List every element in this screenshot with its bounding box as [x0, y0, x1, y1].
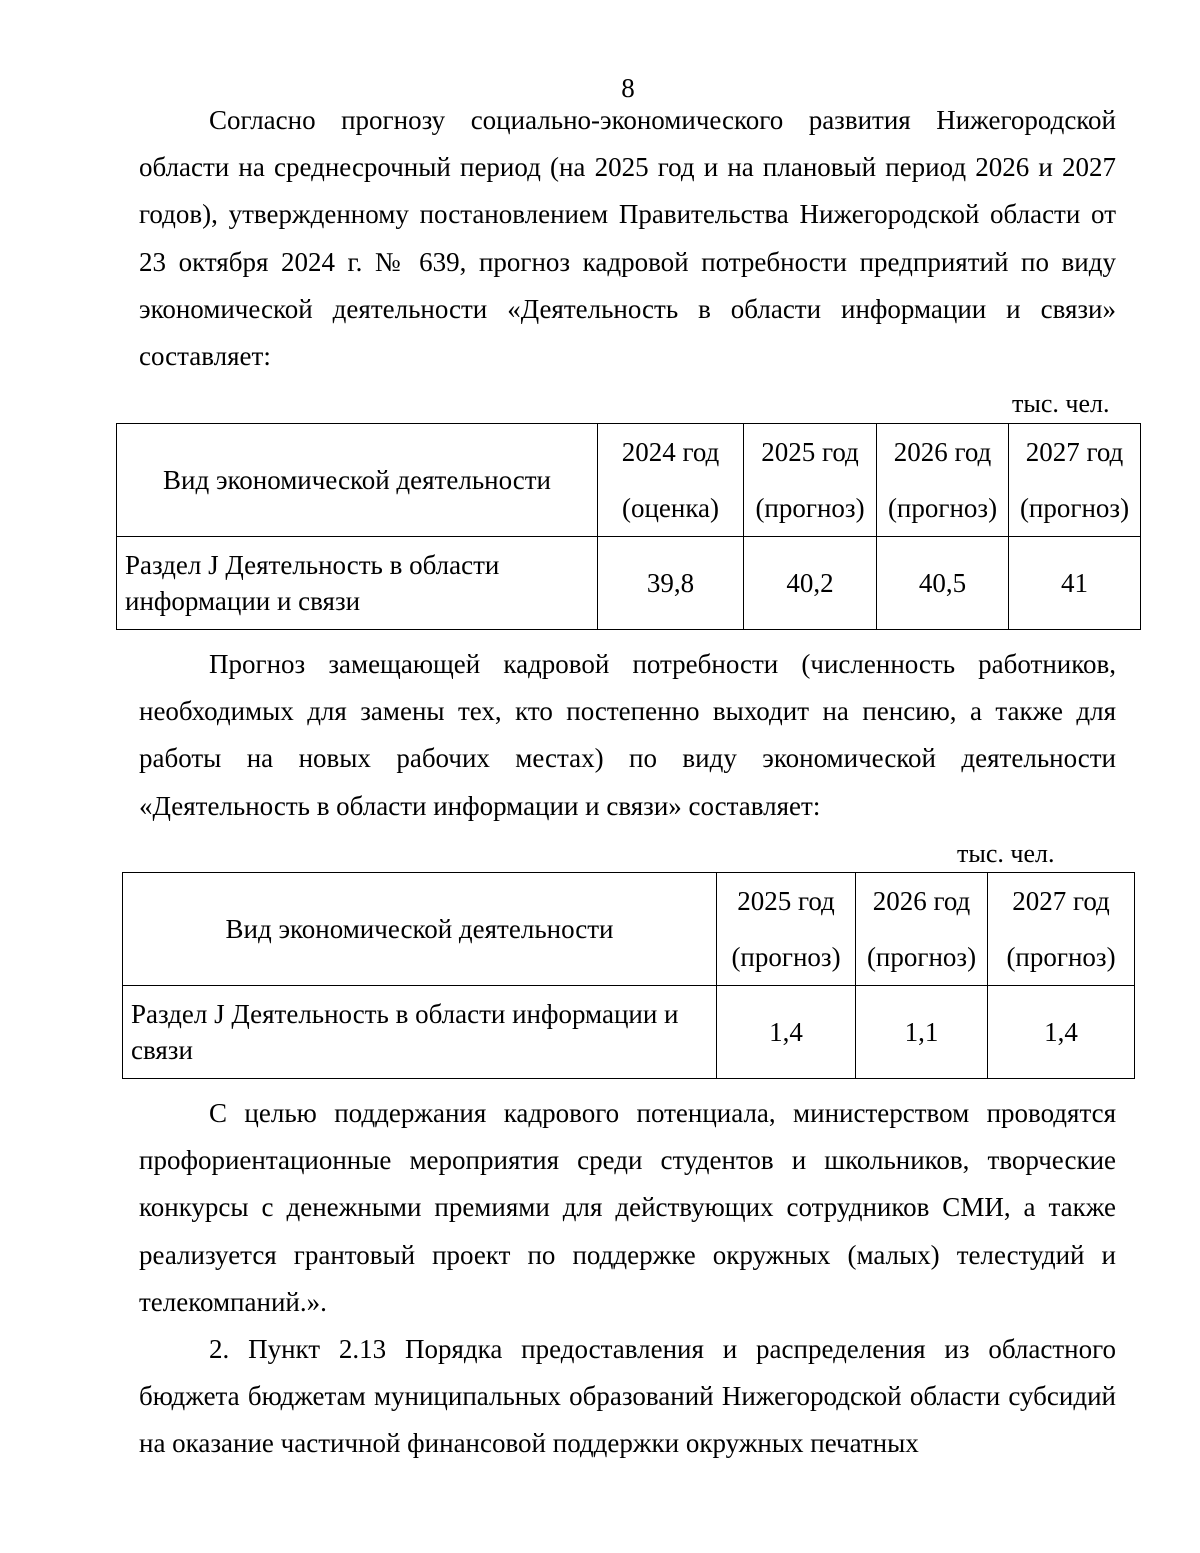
- column-note: (прогноз): [1006, 942, 1116, 972]
- paragraph-replacement-forecast: Прогноз замещающей кадровой потребности (численность работников, необходимых для замены тех, кто постепенно выходит на пенсию, а также для работы на новых рабочих местах) по виду экономической деятельности «Деятельность в области информации и связи» составляет:: [139, 649, 1116, 821]
- page-number: 8: [621, 73, 635, 103]
- column-note: (прогноз): [731, 942, 841, 972]
- column-year: 2026 год: [893, 437, 992, 467]
- column-note: (прогноз): [887, 493, 998, 523]
- staffing-needs-table: [116, 423, 1141, 630]
- column-header-2026: [856, 873, 988, 986]
- column-note: (оценка): [621, 493, 720, 523]
- column-header-activity: Вид экономической деятельности: [123, 873, 717, 986]
- column-header-2025: [744, 424, 877, 537]
- table-row: [123, 986, 1135, 1079]
- value-2027: 41: [1009, 537, 1141, 630]
- column-year: 2025 год: [737, 886, 835, 916]
- row-label-section-j: Раздел J Деятельность в области информации и связи: [123, 986, 717, 1079]
- column-header-2026: [877, 424, 1009, 537]
- column-year: 2027 год: [1012, 886, 1110, 916]
- value-2025: 1,4: [717, 986, 856, 1079]
- table2-unit-label: тыс. чел.: [957, 839, 1055, 868]
- table-header-row: [123, 873, 1135, 986]
- column-header-2025: [717, 873, 856, 986]
- value-2026: 1,1: [856, 986, 988, 1079]
- value-2027: 1,4: [988, 986, 1135, 1079]
- paragraph-forecast-intro: Согласно прогнозу социально-экономического развития Нижегородской области на среднесрочный период (на 2025 год и на плановый период 2026 и 2027 годов), утвержденному постановлением Правительства Нижегородской области от 23 октября 2024 г. № 639, прогноз кадровой потребности предприятий по виду экономической деятельности «Деятельность в области информации и связи» составляет:: [139, 105, 1116, 372]
- replacement-needs-table: [122, 872, 1135, 1079]
- column-header-2027: [988, 873, 1135, 986]
- column-header-2024: [598, 424, 744, 537]
- column-note: (прогноз): [1019, 493, 1130, 523]
- column-year: 2025 год: [761, 437, 859, 467]
- column-note: (прогноз): [755, 493, 865, 523]
- table1-unit-label: тыс. чел.: [1012, 389, 1110, 418]
- column-note: (прогноз): [866, 942, 977, 972]
- table-header-row: [117, 424, 1141, 537]
- column-year: 2024 год: [621, 437, 720, 467]
- column-year: 2027 год: [1025, 437, 1124, 467]
- row-label-section-j: Раздел J Деятельность в области информации и связи: [117, 537, 598, 630]
- value-2025: 40,2: [744, 537, 877, 630]
- column-year: 2026 год: [872, 886, 971, 916]
- column-header-2027: [1009, 424, 1141, 537]
- paragraph-item-2: 2. Пункт 2.13 Порядка предоставления и распределения из областного бюджета бюджетам муниципальных образований Нижегородской области субсидий на оказание частичной финансовой поддержки окружных печатных: [139, 1334, 1116, 1459]
- table-row: [117, 537, 1141, 630]
- value-2026: 40,5: [877, 537, 1009, 630]
- column-header-activity: Вид экономической деятельности: [117, 424, 598, 537]
- paragraph-staff-support: С целью поддержания кадрового потенциала, министерством проводятся профориентационные мероприятия среди студентов и школьников, творческие конкурсы с денежными премиями для действующих сотрудников СМИ, а также реализуется грантовый проект по поддержке окружных (малых) телестудий и телекомпаний.».: [139, 1098, 1116, 1317]
- value-2024: 39,8: [598, 537, 744, 630]
